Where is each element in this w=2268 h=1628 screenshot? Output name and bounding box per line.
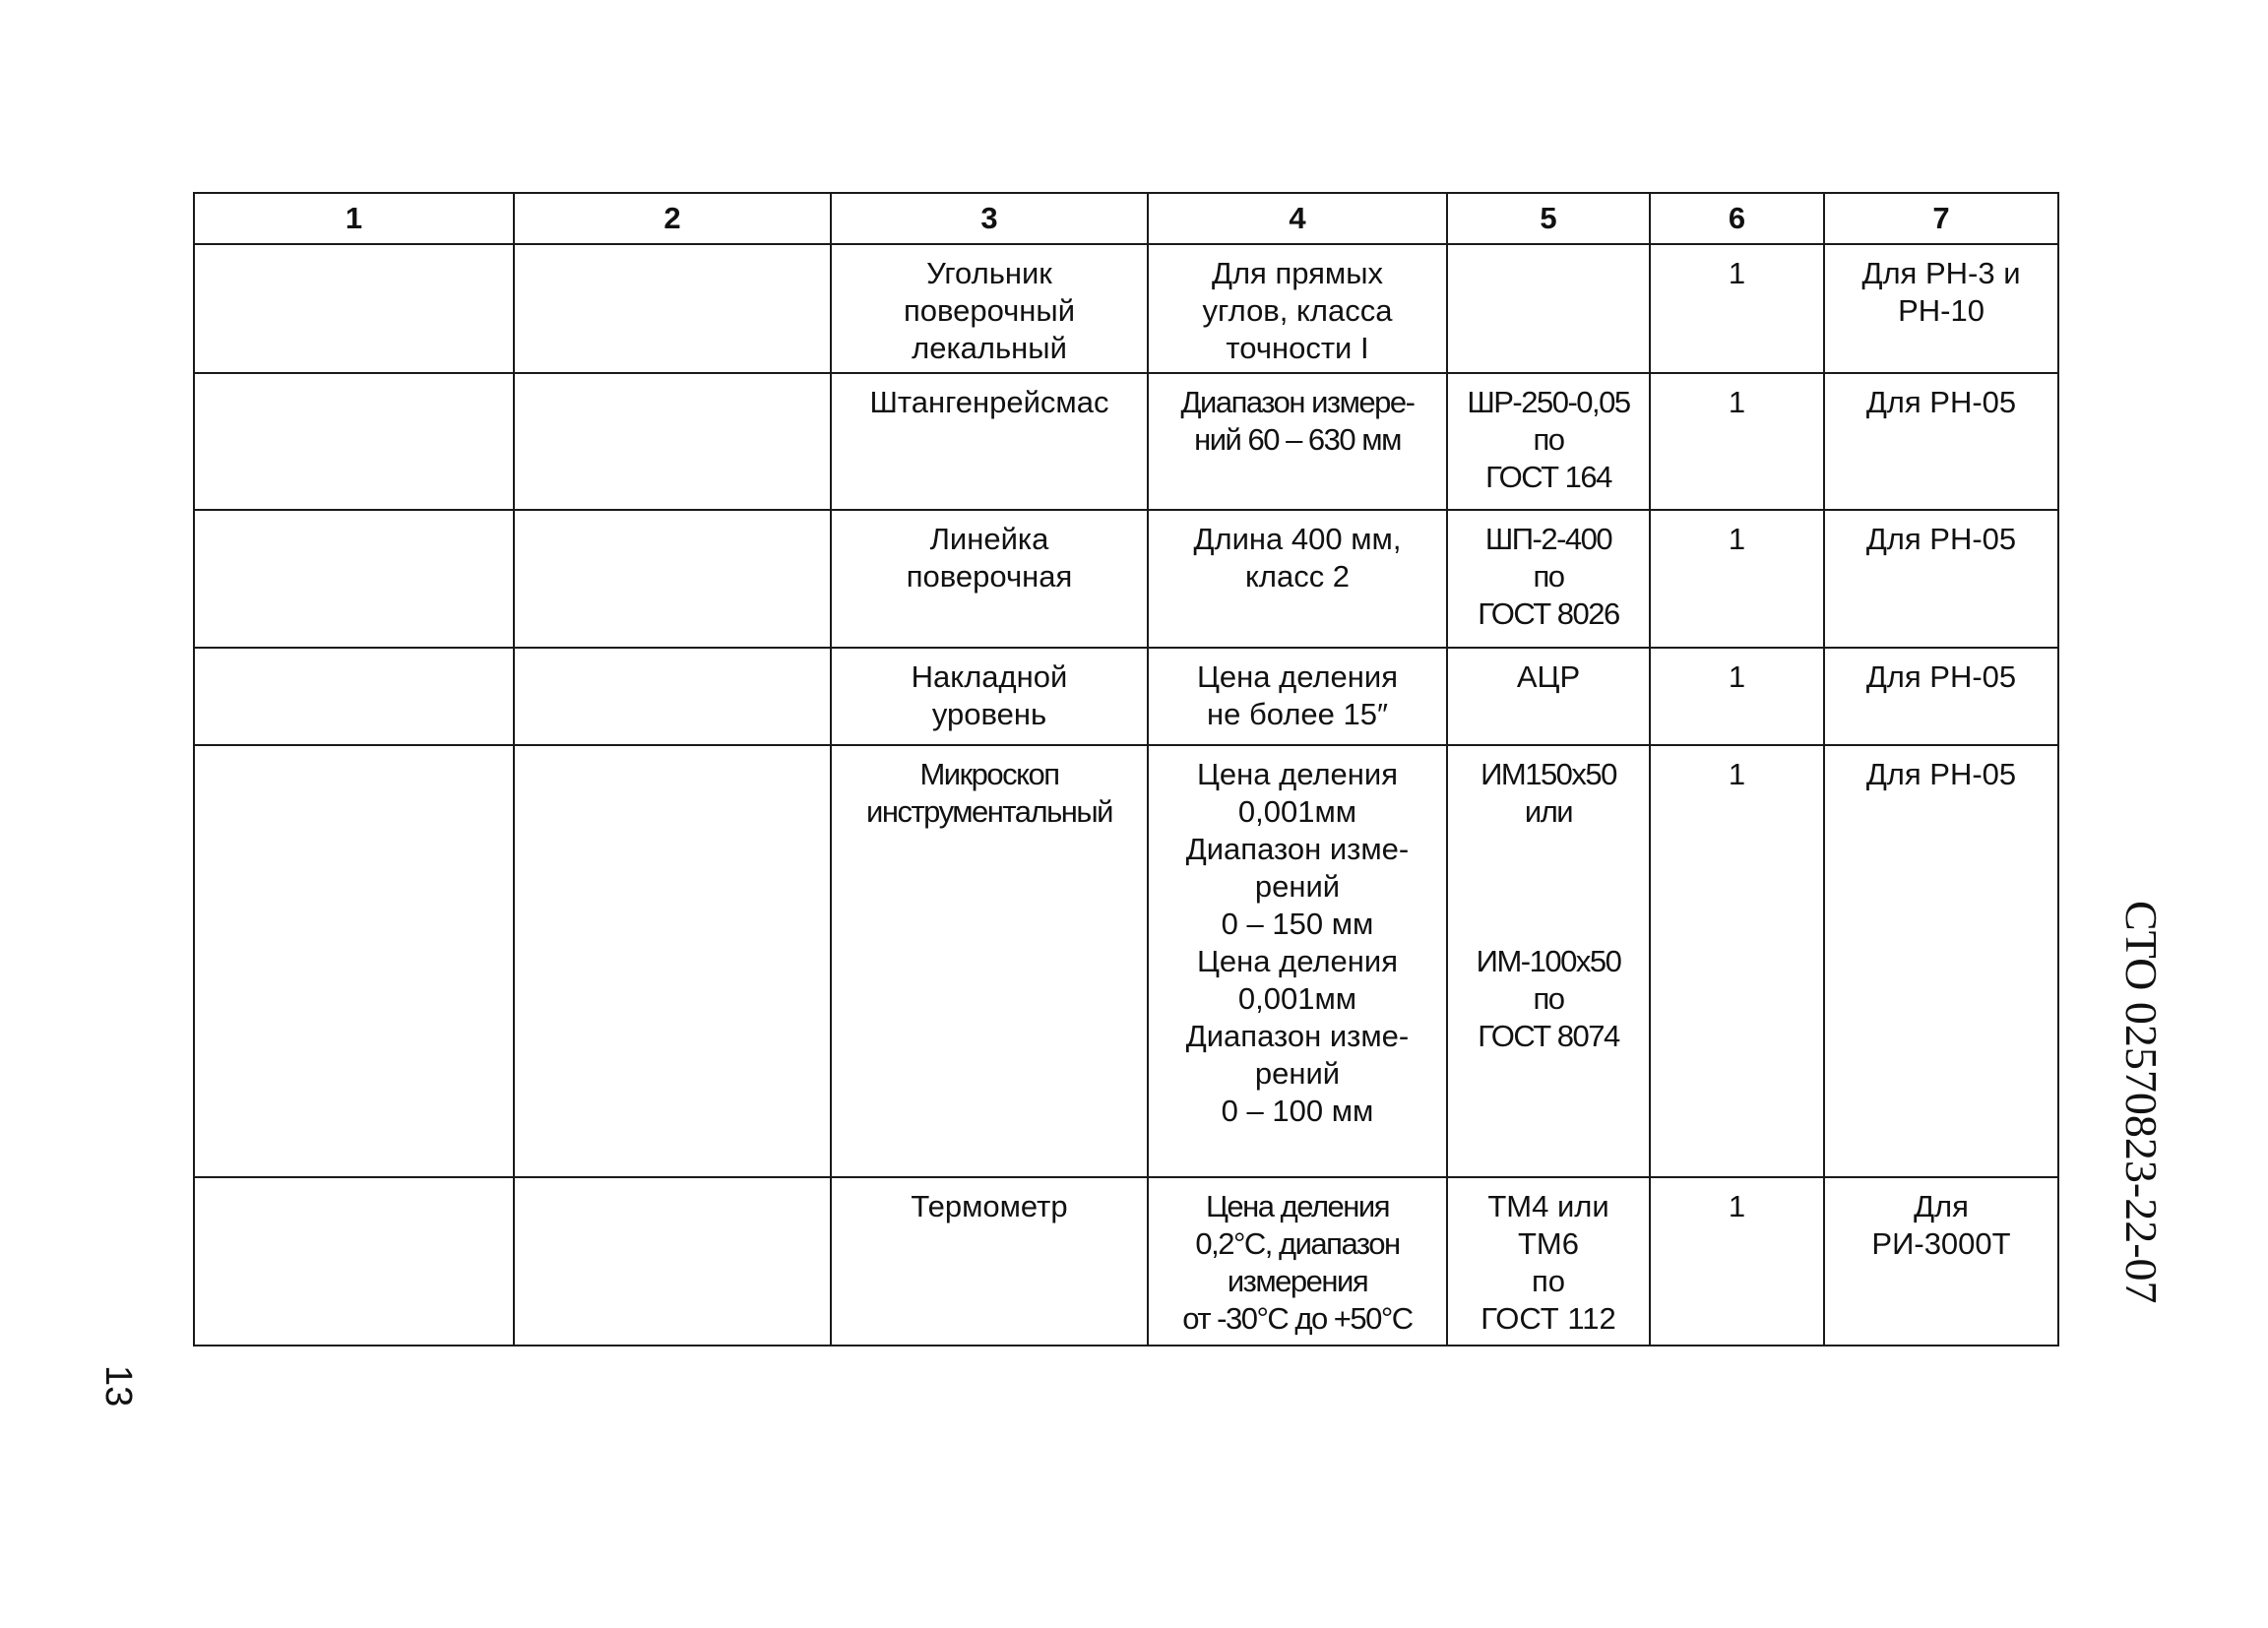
instrument-name: Термометр [831, 1177, 1148, 1346]
instrument-quantity: 1 [1650, 244, 1824, 373]
header-col-1: 1 [194, 193, 514, 244]
instrument-standard: ИМ150х50 или ИМ-100х50 по ГОСТ 8074 [1447, 745, 1650, 1177]
table-cell [514, 244, 831, 373]
instrument-quantity: 1 [1650, 373, 1824, 511]
page-number: 13 [97, 1364, 139, 1408]
table-row [194, 510, 2058, 648]
table-cell [514, 745, 831, 1177]
table-cell [514, 648, 831, 745]
table-cell [194, 244, 514, 373]
table-row [194, 244, 2058, 373]
table-row [194, 1177, 2058, 1346]
instrument-quantity: 1 [1650, 510, 1824, 648]
instrument-quantity: 1 [1650, 648, 1824, 745]
instrument-purpose: Для РИ-3000Т [1824, 1177, 2058, 1346]
instrument-standard: ШР-250-0,05 по ГОСТ 164 [1447, 373, 1650, 511]
instrument-purpose: Для РН-05 [1824, 745, 2058, 1177]
document-code: СТО 02570823-22-07 [2116, 901, 2167, 1304]
header-col-7: 7 [1824, 193, 2058, 244]
equipment-table [193, 192, 2059, 1346]
table-row [194, 648, 2058, 745]
table-cell [514, 1177, 831, 1346]
instrument-name: Штангенрейсмас [831, 373, 1148, 511]
table-cell [194, 373, 514, 511]
table-cell [514, 373, 831, 511]
header-col-5: 5 [1447, 193, 1650, 244]
instrument-purpose: Для РН-3 и РН-10 [1824, 244, 2058, 373]
instrument-name: Угольник поверочный лекальный [831, 244, 1148, 373]
instrument-standard [1447, 244, 1650, 373]
table-row [194, 745, 2058, 1177]
table-cell [194, 648, 514, 745]
instrument-spec: Длина 400 мм, класс 2 [1148, 510, 1447, 648]
instrument-purpose: Для РН-05 [1824, 648, 2058, 745]
table-cell [194, 745, 514, 1177]
table-row [194, 373, 2058, 511]
instrument-spec: Диапазон измере- ний 60 – 630 мм [1148, 373, 1447, 511]
instrument-spec: Цена деления не более 15″ [1148, 648, 1447, 745]
instrument-standard: ШП-2-400 по ГОСТ 8026 [1447, 510, 1650, 648]
table-cell [194, 510, 514, 648]
instrument-name: Линейка поверочная [831, 510, 1148, 648]
instrument-spec: Цена деления 0,001мм Диапазон изме- рений 0 – 150 мм Цена деления 0,001мм Диапазон изме- рений 0 – 100 мм [1148, 745, 1447, 1177]
instrument-standard: АЦР [1447, 648, 1650, 745]
instrument-quantity: 1 [1650, 1177, 1824, 1346]
header-col-6: 6 [1650, 193, 1824, 244]
instrument-purpose: Для РН-05 [1824, 510, 2058, 648]
header-col-2: 2 [514, 193, 831, 244]
instrument-standard: ТМ4 или ТМ6 по ГОСТ 112 [1447, 1177, 1650, 1346]
table-cell [514, 510, 831, 648]
table-cell [194, 1177, 514, 1346]
header-col-4: 4 [1148, 193, 1447, 244]
instrument-name: Накладной уровень [831, 648, 1148, 745]
header-row [194, 193, 2058, 244]
instrument-purpose: Для РН-05 [1824, 373, 2058, 511]
instrument-name: Микроскоп инструментальный [831, 745, 1148, 1177]
instrument-spec: Цена деления 0,2°С, диапазон измерения от -30°С до +50°С [1148, 1177, 1447, 1346]
instrument-quantity: 1 [1650, 745, 1824, 1177]
header-col-3: 3 [831, 193, 1148, 244]
instrument-spec: Для прямых углов, класса точности I [1148, 244, 1447, 373]
